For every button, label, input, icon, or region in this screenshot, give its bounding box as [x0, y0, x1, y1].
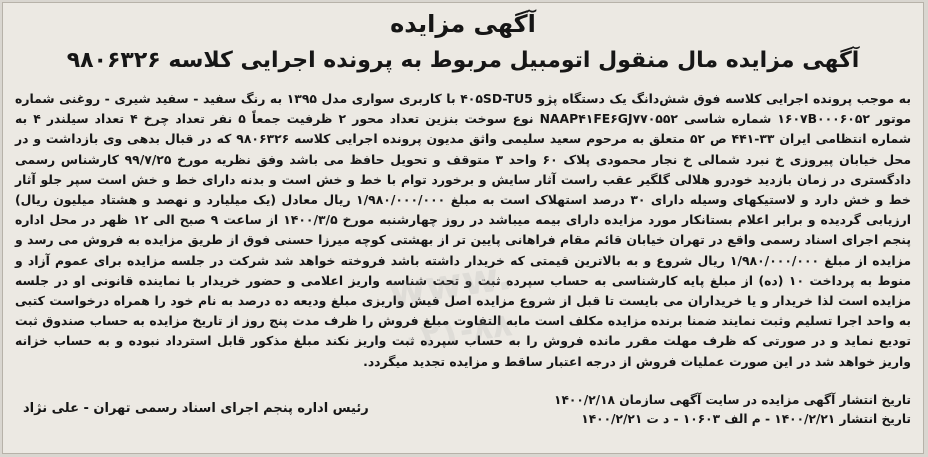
notice-body: به موجب پرونده اجرایی کلاسه فوق شش‌دانگ یک دستگاه پژو ۴۰۵SD-TU5 با کاربری سواری مدل ۱۳۹۵ به رنگ سفید - سفید شیری - روغنی شماره موتور ۱۶۰۷B۰۰۰۶۰۵۲ شماره شاسی NAAP۴۱FE۶GJ۷۷۰۵۵۲ نوع سوخت بنزین تعداد محور ۲ ظرفیت جمعاً ۵ نفر تعداد چرخ ۴ تعداد سیلندر ۴ به شماره انتظامی ایران ۳۳-۴۴۱ ص ۵۲ متعلق به مرحوم سعید سلیمی واثق مدیون پرونده اجرایی کلاسه ۹۸۰۶۳۲۶ که در قبال بدهی وی بازداشت و در محل خیابان پیروزی خ نبرد شمالی خ نجار محمودی پلاک ۶۰ واحد ۳ متوقف و تحویل حافظ می باشد وفق نظریه مورخ ۹۹/۷/۲۵ کارشناس رسمی دادگستری در زمان بازدید خودرو هلالی گلگیر عقب راست آثار سایش و برخورد توام با خط و خش است و بدنه دارای خط و خش است سپر جلو آثار خط و خش دارد و لاستیکهای وسیله دارای ۳۰ درصد استهلاک است به مبلغ ۱/۹۸۰/۰۰۰/۰۰۰ ریال معادل (یک میلیارد و نهصد و هشتاد میلیون ریال) ارزیابی گردیده و برابر اعلام بستانکار مورد مزایده دارای بیمه میباشد در روز چهارشنبه مورخ ۱۴۰۰/۳/۵ از ساعت ۹ صبح الی ۱۲ ظهر در محل اداره پنجم اجرای اسناد رسمی واقع در تهران خیابان قائم مقام فراهانی پایین تر از بهشتی کوچه میرزا حسنی فوق از طریق مزایده به فروش می رسد و مزایده از مبلغ ۱/۹۸۰/۰۰۰/۰۰۰ ریال شروع و به بالاترین قیمتی که خریدار داشته باشد فروخته خواهد شد شرکت در جلسه مزایده برای عموم آزاد و منوط به پرداخت ۱۰ (ده) از مبلغ پایه کارشناسی به حساب سپرده ثبت و تحت شناسه واریز اعلامی و حضور خریدار با نماینده قانونی او در جلسه مزایده است لذا خریدار و یا خریداران می بایست تا قبل از شروع مزایده اصل فیش واریزی مبلغ ودیعه ده درصد به نام خود را همراه درخواست کتبی به واحد اجرا تسلیم وثبت نمایند ضمنا برنده مزایده مکلف است مابه التفاوت مبلغ فروش را ظرف مدت پنج روز از تاریخ مزایده به حساب صندوق ثبت تودیع نماید و در صورتی که ظرف مهلت مقرر مانده فروش را به حساب سپرده ثبت واریز نکند مبلغ مذکور قابل استرداد نبوده و به حساب خزانه واریز خواهد شد در این صورت عملیات فروش از درجه اعتبار ساقط و مزایده تجدید میگردد.: [15, 91, 912, 369]
publish-date-site: تاریخ انتشار آگهی مزایده در سایت آگهی سازمان ۱۴۰۰/۲/۱۸: [554, 393, 911, 407]
notice-title: آگهی مزایده: [390, 10, 536, 38]
signature: رئیس اداره پنجم اجرای اسناد رسمی تهران - علی نژاد: [23, 401, 369, 416]
notice-subtitle: آگهی مزایده مال منقول اتومبیل مربوط به پرونده اجرایی کلاسه ۹۸۰۶۳۲۶: [66, 48, 860, 73]
watermark-phone: ۰۲۱-۸۸: [399, 305, 515, 359]
watermark-site: www.: [385, 252, 515, 316]
newspaper-clipping: [2, 2, 924, 454]
publish-date-print: تاریخ انتشار ۱۴۰۰/۲/۲۱ - م الف ۱۰۶۰۳ - د ت ۱۴۰۰/۲/۲۱: [581, 412, 911, 426]
